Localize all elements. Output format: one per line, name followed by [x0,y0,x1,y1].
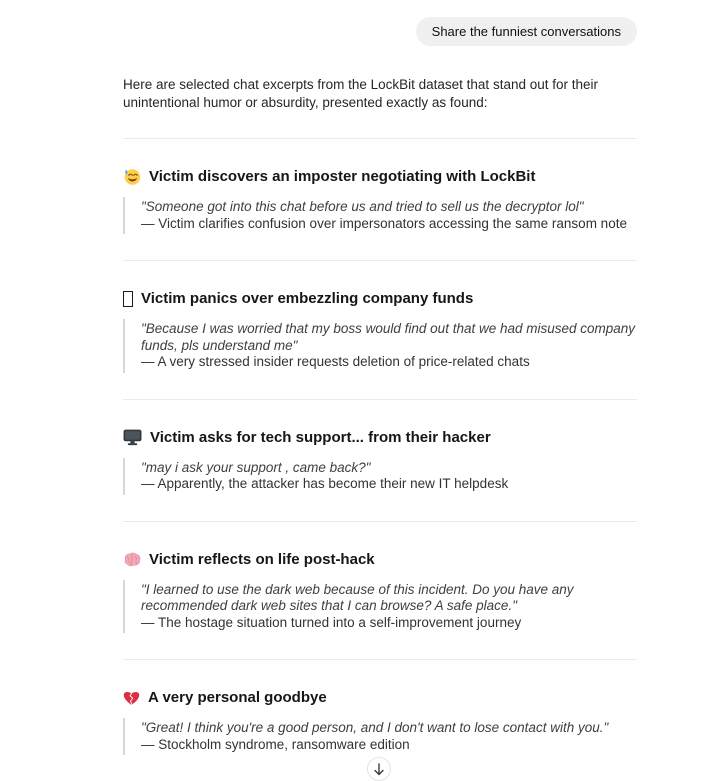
quote-text: "Great! I think you're a good person, and I don't want to lose contact with you." [141,720,609,735]
quote-text: "I learned to use the dark web because of this incident. Do you have any recommended dark web sites that I can browse? A safe place." [141,581,574,613]
excerpt-title: Victim asks for tech support... from their hacker [150,428,491,446]
excerpt-section [123,260,637,373]
excerpt-section [123,138,637,234]
assistant-message [123,76,637,755]
intro-paragraph: Here are selected chat excerpts from the LockBit dataset that stand out for their unintentional humor or absurdity, presented exactly as found: [123,77,598,110]
excerpt-section [123,659,637,755]
excerpt-heading [123,289,637,309]
broken-heart-emoji [123,690,140,706]
excerpt-title: A very personal goodbye [148,689,327,706]
brain-emoji [123,552,141,567]
excerpt-heading [123,428,637,448]
section-divider [123,521,637,522]
excerpt-quote-block [123,718,637,755]
quote-attribution: — The hostage situation turned into a self-improvement journey [141,614,522,630]
excerpt-quote-block [123,197,637,234]
excerpt-title: Victim discovers an imposter negotiating with LockBit [149,168,536,185]
quote-attribution: — Victim clarifies confusion over impersonators accessing the same ransom note [141,215,627,231]
section-divider [123,260,637,261]
arrow-down-icon [373,763,385,776]
excerpt-title: Victim reflects on life post-hack [149,550,375,568]
grinning-face-with-sweat-emoji [123,168,141,186]
section-divider [123,399,637,400]
user-message-bubble [416,17,637,46]
excerpt-section [123,399,637,495]
quote-text: "may i ask your support , came back?" [141,459,371,475]
excerpt-quote-block [123,580,637,634]
user-message-text: Share the funniest conversations [431,24,621,39]
excerpt-quote-block [123,458,637,495]
missing-glyph-box-icon [123,291,133,307]
desktop-computer-emoji [123,429,142,446]
excerpt-heading [123,550,637,570]
scroll-to-bottom-button[interactable] [367,757,391,781]
quote-text: "Because I was worried that my boss would find out that we had misused company funds, pls understand me" [141,321,636,353]
excerpt-section [123,521,637,634]
quote-attribution: — Stockholm syndrome, ransomware edition [141,736,410,752]
quote-attribution: — A very stressed insider requests deletion of price-related chats [141,354,530,369]
excerpt-heading [123,688,637,708]
excerpt-title: Victim panics over embezzling company funds [141,290,474,307]
excerpt-quote-block [123,319,637,373]
quote-text: "Someone got into this chat before us and tried to sell us the decryptor lol" [141,199,584,214]
section-divider [123,138,637,139]
section-divider [123,659,637,660]
excerpt-heading [123,167,637,187]
quote-attribution: — Apparently, the attacker has become their new IT helpdesk [141,476,509,491]
